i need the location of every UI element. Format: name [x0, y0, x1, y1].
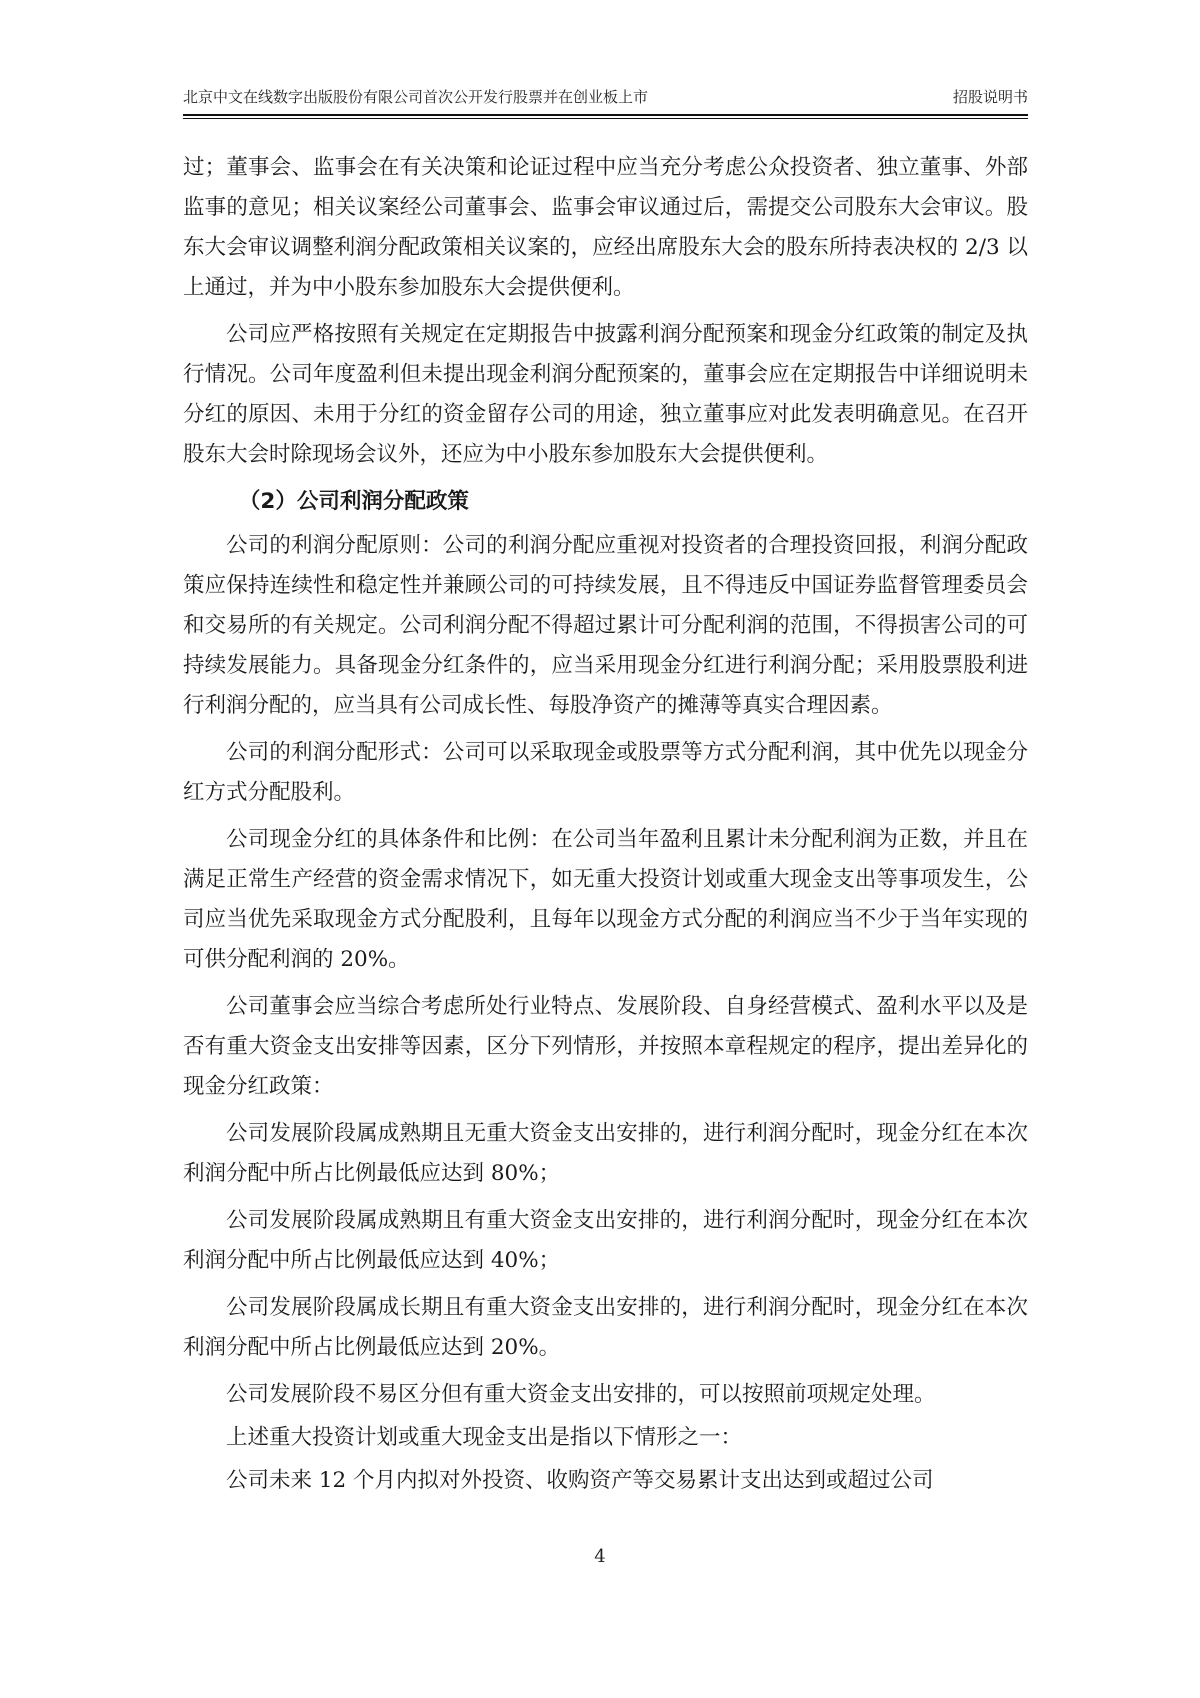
header-document-type: 招股说明书 [952, 88, 1028, 106]
paragraph-distribution-form: 公司的利润分配形式：公司可以采取现金或股票等方式分配利润，其中优先以现金分红方式分配股利。 [183, 740, 1028, 805]
paragraph-mature-no-expenditure: 公司发展阶段属成熟期且无重大资金支出安排的，进行利润分配时，现金分红在本次利润分配中所占比例最低应达到 80%； [183, 1121, 1028, 1186]
paragraph-undetermined-stage: 公司发展阶段不易区分但有重大资金支出安排的，可以按照前项规定处理。 [226, 1382, 936, 1407]
paragraph-mature-with-expenditure: 公司发展阶段属成熟期且有重大资金支出安排的，进行利润分配时，现金分红在本次利润分配中所占比例最低应达到 40%； [183, 1208, 1028, 1273]
paragraph-major-expenditure-item: 公司未来 12 个月内拟对外投资、收购资产等交易累计支出达到或超过公司 [226, 1468, 934, 1493]
paragraph-major-expenditure-definition: 上述重大投资计划或重大现金支出是指以下情形之一： [226, 1425, 743, 1450]
page-number: 4 [594, 1546, 606, 1567]
page-body [183, 148, 1028, 1508]
page-header [183, 86, 1028, 116]
header-divider [183, 114, 1028, 116]
paragraph-differentiated-policy: 公司董事会应当综合考虑所处行业特点、发展阶段、自身经营模式、盈利水平以及是否有重大资金支出安排等因素，区分下列情形，并按照本章程规定的程序，提出差异化的现金分红政策： [183, 994, 1028, 1099]
paragraph-growth-with-expenditure: 公司发展阶段属成长期且有重大资金支出安排的，进行利润分配时，现金分红在本次利润分配中所占比例最低应达到 20%。 [183, 1295, 1028, 1360]
header-divider-thin [183, 118, 1028, 119]
header-company-title: 北京中文在线数字出版股份有限公司首次公开发行股票并在创业板上市 [183, 88, 649, 106]
paragraph-cash-dividend-conditions: 公司现金分红的具体条件和比例：在公司当年盈利且累计未分配利润为正数，并且在满足正常生产经营的资金需求情况下，如无重大投资计划或重大现金支出等事项发生，公司应当优先采取现金方式分配股利，且每年以现金方式分配的利润应当不少于当年实现的可供分配利润的 20%。 [183, 827, 1028, 972]
section-heading: （2）公司利润分配政策 [238, 489, 469, 514]
paragraph-disclosure: 公司应严格按照有关规定在定期报告中披露利润分配预案和现金分红政策的制定及执行情况。公司年度盈利但未提出现金利润分配预案的，董事会应在定期报告中详细说明未分红的原因、未用于分红的资金留存公司的用途，独立董事应对此发表明确意见。在召开股东大会时除现场会议外，还应为中小股东参加股东大会提供便利。 [183, 322, 1028, 467]
paragraph-continuation: 过；董事会、监事会在有关决策和论证过程中应当充分考虑公众投资者、独立董事、外部监事的意见；相关议案经公司董事会、监事会审议通过后，需提交公司股东大会审议。股东大会审议调整利润分配政策相关议案的，应经出席股东大会的股东所持表决权的 2/3 以上通过，并为中小股东参加股东大会提供便利。 [183, 155, 1028, 300]
paragraph-distribution-principle: 公司的利润分配原则：公司的利润分配应重视对投资者的合理投资回报，利润分配政策应保持连续性和稳定性并兼顾公司的可持续发展，且不得违反中国证券监督管理委员会和交易所的有关规定。公司利润分配不得超过累计可分配利润的范围，不得损害公司的可持续发展能力。具备现金分红条件的，应当采用现金分红进行利润分配；采用股票股利进行利润分配的，应当具有公司成长性、每股净资产的摊薄等真实合理因素。 [183, 533, 1028, 718]
